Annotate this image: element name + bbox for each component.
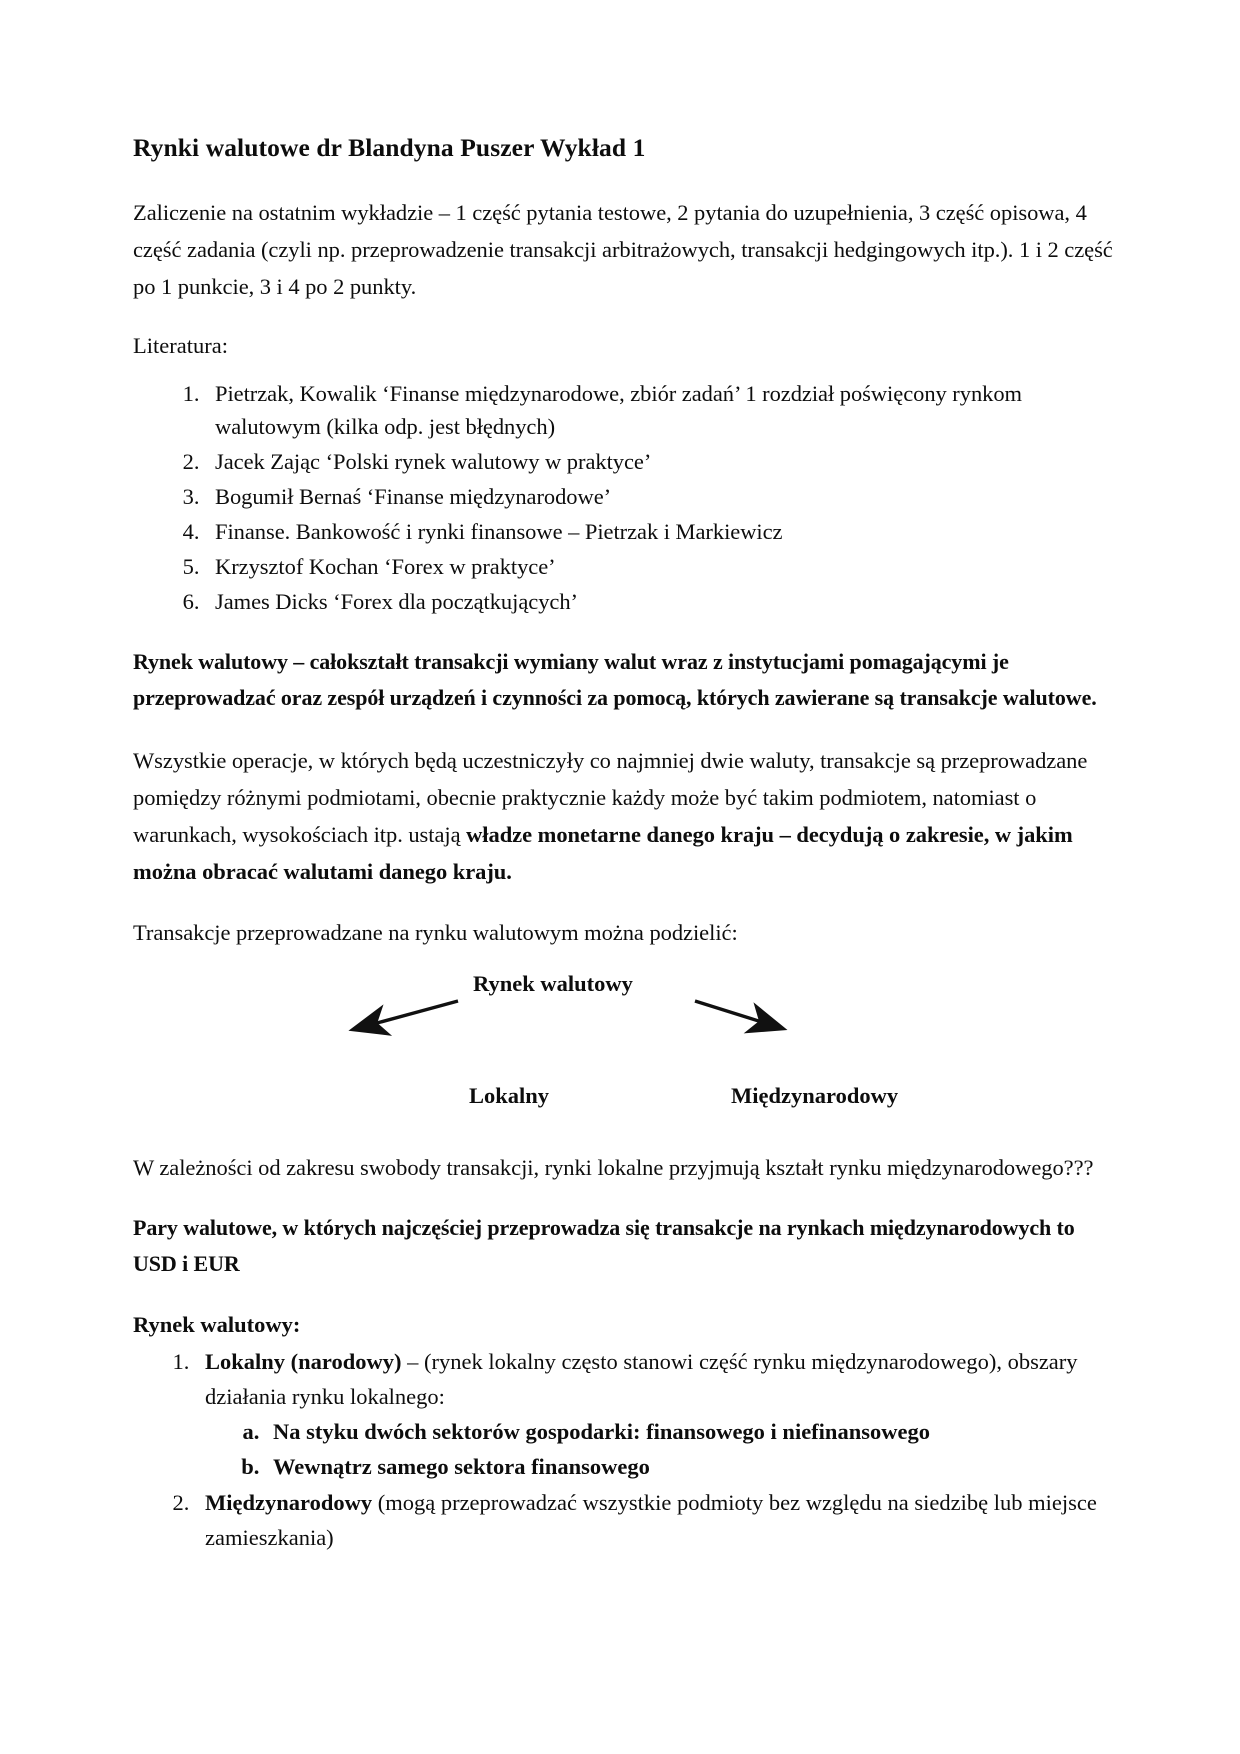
operations-paragraph — [133, 742, 1120, 890]
diagram-node-top: Rynek walutowy — [473, 970, 633, 996]
market-sublist — [205, 1414, 1120, 1484]
literature-list — [133, 377, 1120, 618]
market-section-heading: Rynek walutowy: — [133, 1311, 301, 1337]
market-division-diagram — [133, 971, 1120, 1143]
scope-paragraph: W zależności od zakresu swobody transakcji, rynki lokalne przyjmują kształt rynku międzynarodowego??? — [133, 1154, 1094, 1180]
literature-label: Literatura: — [133, 332, 228, 358]
list-item: 3. Bogumił Bernaś ‘Finanse międzynarodowe’ — [205, 480, 1120, 513]
market-type-list — [133, 1344, 1120, 1555]
list-item: 4. Finanse. Bankowość i rynki finansowe – Pietrzak i Markiewicz — [205, 515, 1120, 548]
currency-pairs-paragraph: Pary walutowe, w których najczęściej przeprowadza się transakcje na rynkach międzynarodowych to USD i EUR — [133, 1214, 1075, 1276]
list-item: 2. Jacek Zając ‘Polski rynek walutowy w praktyce’ — [205, 445, 1120, 478]
list-item: 5. Krzysztof Kochan ‘Forex w praktyce’ — [205, 550, 1120, 583]
intro-paragraph: Zaliczenie na ostatnim wykładzie – 1 część pytania testowe, 2 pytania do uzupełnienia, 3 część opisowa, 4 część zadania (czyli np. przeprowadzenie transakcji arbitrażowych, transakcji hedgingowych itp.). 1 i 2 część po 1 punkcie, 3 i 4 po 2 punkty. — [133, 199, 1113, 299]
list-item: b. Wewnątrz samego sektora finansowego — [265, 1449, 1120, 1484]
list-item-text: – (rynek lokalny często stanowi część rynku międzynarodowego), obszary działania rynku lokalnego: — [205, 1348, 1078, 1409]
diagram-node-international: Międzynarodowy — [731, 1082, 899, 1108]
list-item-lead: Lokalny (narodowy) — [205, 1348, 402, 1374]
division-lead-paragraph: Transakcje przeprowadzane na rynku walutowym można podzielić: — [133, 919, 738, 945]
operations-bold-text: władze monetarne danego kraju – decydują o zakresie, w jakim można obracać walutami danego kraju. — [133, 821, 1073, 884]
page-title: Rynki walutowe dr Blandyna Puszer Wykład 1 — [133, 133, 646, 162]
list-item-lead: Międzynarodowy — [205, 1489, 373, 1515]
definition-paragraph: Rynek walutowy – całokształt transakcji wymiany walut wraz z instytucjami pomagającymi je przeprowadzać oraz zespół urządzeń i czynności za pomocą, których zawierane są transakcje walutowe. — [133, 648, 1097, 710]
list-item — [195, 1485, 1120, 1555]
list-item — [195, 1344, 1120, 1484]
diagram-node-local: Lokalny — [469, 1082, 550, 1108]
list-item: 1. Pietrzak, Kowalik ‘Finanse międzynarodowe, zbiór zadań’ 1 rozdział poświęcony rynkom walutowym (kilka odp. jest błędnych) — [205, 377, 1120, 443]
list-item-text: (mogą przeprowadzać wszystkie podmioty bez względu na siedzibę lub miejsce zamieszkania) — [205, 1489, 1097, 1550]
operations-normal-text: Wszystkie operacje, w których będą uczestniczyły co najmniej dwie waluty, transakcje są przeprowadzane pomiędzy różnymi podmiotami, obecnie praktycznie każdy może być takim podmiotem, natomiast o warunkach, wysokościach itp. ustają — [133, 747, 1088, 847]
list-item: 6. James Dicks ‘Forex dla początkujących’ — [205, 585, 1120, 618]
list-item: a. Na styku dwóch sektorów gospodarki: finansowego i niefinansowego — [265, 1414, 1120, 1449]
